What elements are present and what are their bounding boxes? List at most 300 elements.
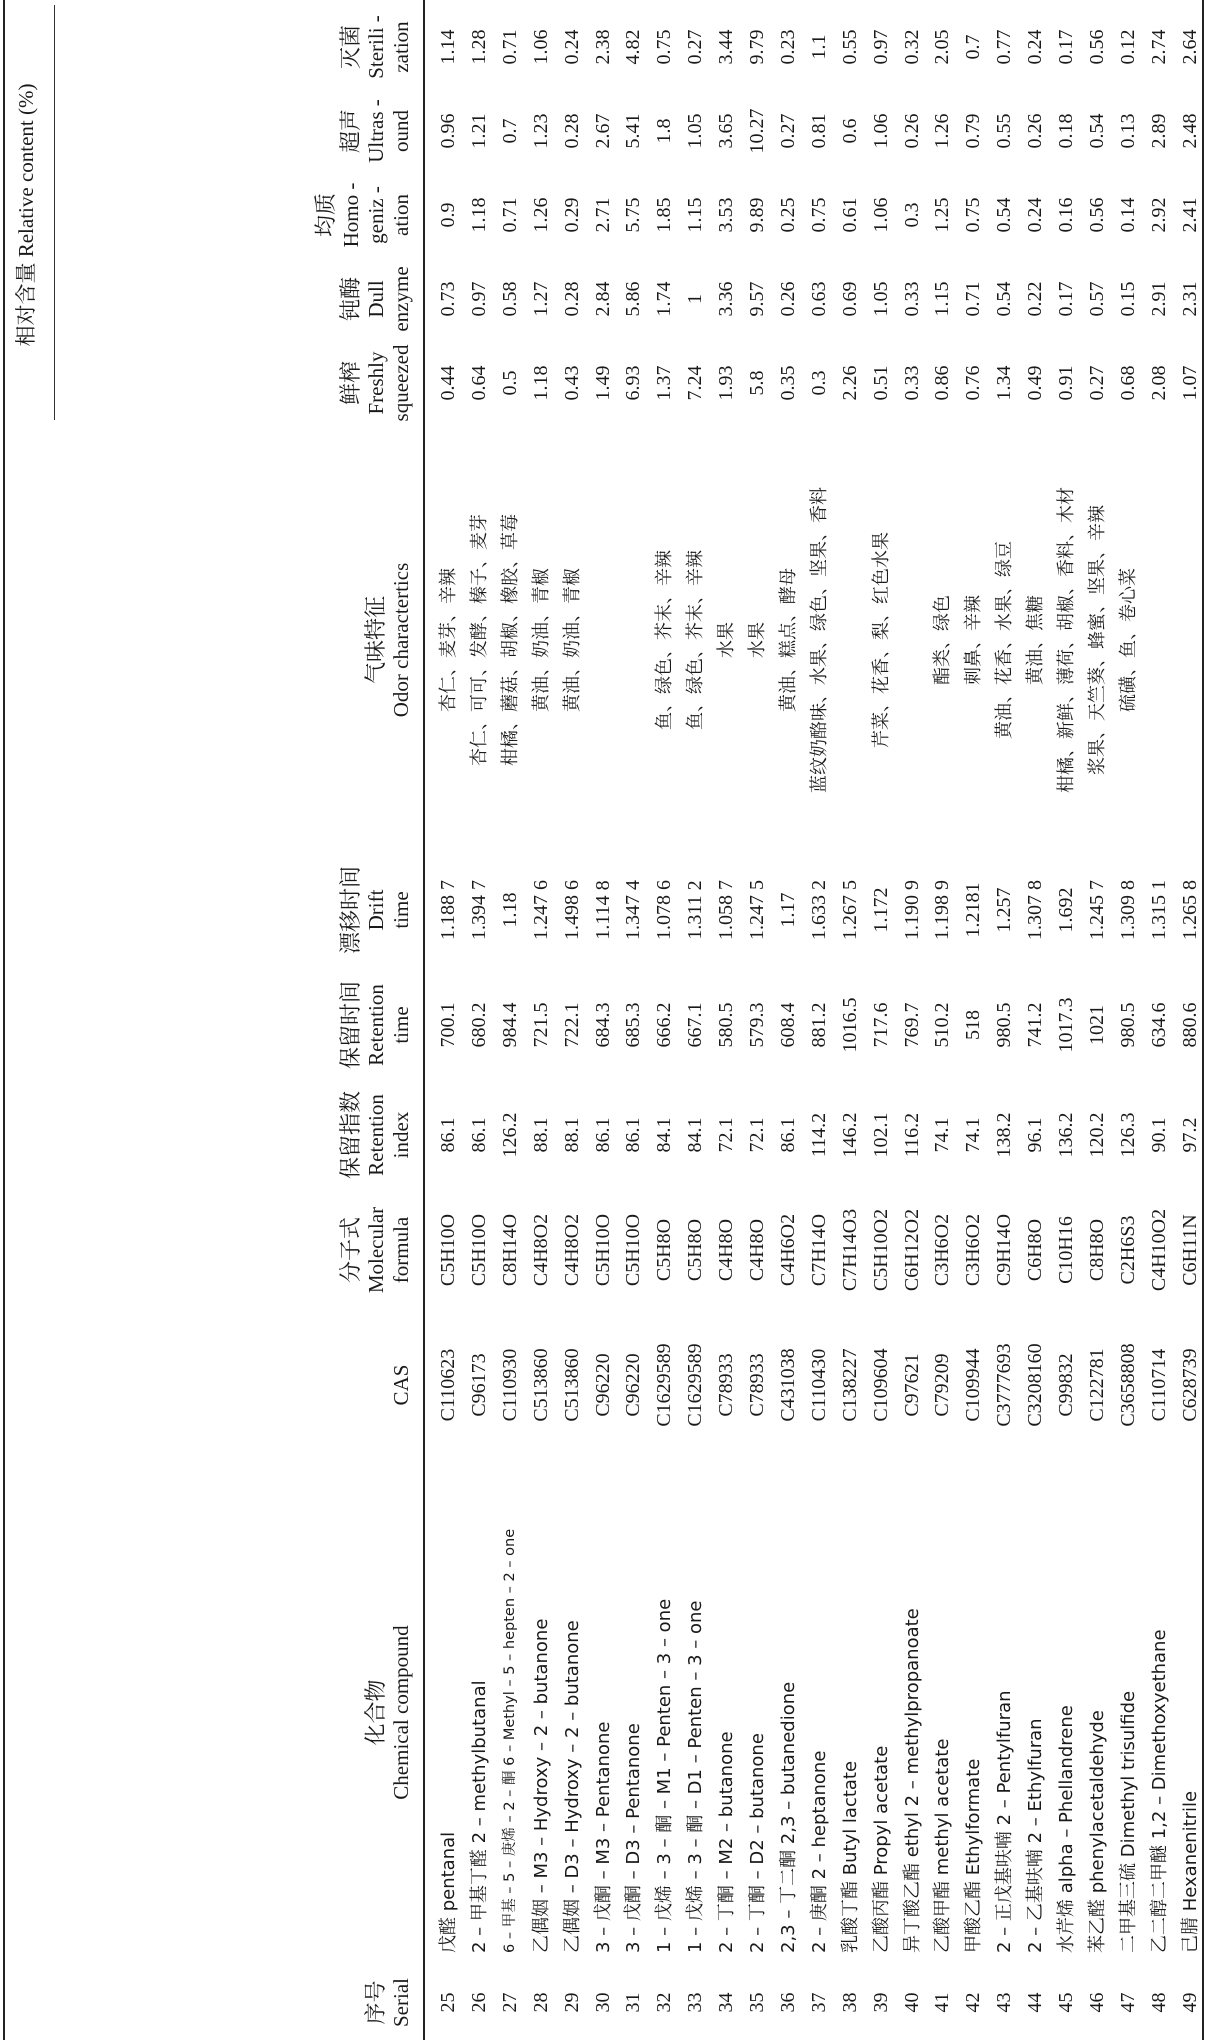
cell-cas: C96173 (467, 1353, 490, 1417)
cell-cas: C96220 (622, 1353, 645, 1417)
cell-formula: C6H11N (1178, 1214, 1201, 1286)
cell-formula: C4H6O2 (776, 1213, 799, 1287)
cell-ultra: 0.54 (1085, 113, 1108, 149)
cell-serial: 30 (591, 1992, 614, 2013)
header-rt-en1: Retention (364, 984, 388, 1066)
cell-dt: 1.692 (1055, 887, 1077, 933)
header-formula-zh: 分子式 (339, 1217, 364, 1284)
cell-rt: 769.7 (900, 1002, 923, 1048)
cell-serial: 45 (1055, 1992, 1077, 2013)
cell-odor (587, 430, 620, 850)
cell-steril: 0.56 (1085, 29, 1108, 65)
cell-rt: 700.1 (437, 1002, 459, 1048)
cell-dull: 5.86 (622, 281, 645, 317)
cell-rt: 518 (962, 1010, 985, 1040)
cell-formula: C4H8O (746, 1218, 768, 1282)
cell-odor (1143, 430, 1176, 850)
cell-compound: 乙酸甲酯 methyl acetate (932, 1738, 954, 1953)
cell-dt: 1.078 6 (653, 880, 676, 940)
cell-ultra: 0.7 (498, 118, 521, 144)
cell-ultra: 2.67 (591, 113, 614, 149)
cell-homo: 0.24 (1024, 197, 1047, 233)
header-steril-en2: zation (389, 21, 413, 73)
cell-ultra: 0.26 (1024, 113, 1047, 149)
cell-fresh: 1.18 (529, 365, 552, 401)
cell-dull: 0.63 (807, 281, 830, 317)
table-top-rule (3, 0, 5, 2040)
cell-fresh: 0.5 (498, 370, 521, 396)
cell-serial: 32 (653, 1992, 676, 2013)
cell-odor: 浆果、天竺葵、蜂蜜、坚果、辛辣 (1086, 505, 1108, 775)
cell-cas: C3658808 (1116, 1343, 1139, 1427)
cell-odor: 芹菜、花香、梨、红色水果 (870, 532, 892, 748)
cell-rt: 722.1 (560, 1002, 583, 1048)
cell-dull: 1.74 (653, 281, 676, 317)
cell-cas: C1629589 (653, 1343, 676, 1427)
cell-ri: 74.1 (962, 1117, 985, 1153)
cell-ultra: 0.79 (962, 113, 985, 149)
cell-compound: 甲酸乙酯 Ethylformate (963, 1758, 985, 1953)
header-dull-zh: 钝酶 (339, 277, 364, 322)
cell-rt: 1016.5 (838, 997, 861, 1053)
header-formula (10, 1190, 420, 1310)
cell-steril: 9.79 (746, 29, 768, 65)
cell-dull: 1.15 (931, 281, 954, 317)
cell-rt: 510.2 (931, 1002, 954, 1048)
cell-dt: 1.17 (776, 892, 799, 928)
table-row (988, 0, 1021, 2040)
cell-ri: 72.1 (746, 1117, 768, 1153)
cell-cas: C110430 (807, 1348, 830, 1422)
header-fresh-en2: squeezed (389, 344, 413, 422)
cell-compound: 戊醛 pentanal (438, 1831, 459, 1953)
cell-cas: C78933 (715, 1353, 738, 1417)
cell-steril: 0.17 (1055, 29, 1077, 65)
cell-compound: 水芹烯 alpha – Phellandrene (1056, 1705, 1077, 1953)
cell-compound: 乙二醇二甲醚 1,2 – Dimethoxyethane (1148, 1629, 1170, 1953)
header-steril-zh: 灭菌 (339, 25, 364, 70)
header-odor-en: Odor charactertics (389, 562, 413, 718)
header-dt-zh: 漂移时间 (339, 866, 364, 955)
cell-serial: 38 (838, 1992, 861, 2013)
cell-homo: 0.14 (1116, 197, 1139, 233)
cell-odor: 杏仁、可可、发酵、榛子、麦芽 (468, 514, 490, 766)
cell-cas: C110930 (498, 1348, 521, 1422)
header-dull-en2: enzyme (389, 266, 413, 332)
cell-cas: C78933 (746, 1353, 768, 1417)
table-row (926, 0, 959, 2040)
cell-steril: 1.14 (437, 29, 459, 65)
cell-dt: 1.267 5 (838, 880, 861, 940)
table-row (432, 0, 465, 2040)
cell-serial: 40 (900, 1992, 923, 2013)
cell-homo: 2.41 (1178, 197, 1201, 233)
cell-compound: 1 – 戊烯 – 3 – 酮 – M1 – Penten – 3 – one (654, 1598, 676, 1953)
cell-homo: 1.06 (869, 197, 892, 233)
cell-formula: C2H6S3 (1116, 1215, 1139, 1285)
header-formula-en1: Molecular (364, 1206, 388, 1294)
cell-ri: 84.1 (653, 1117, 676, 1153)
cell-ri: 146.2 (838, 1112, 861, 1158)
cell-serial: 31 (622, 1992, 645, 2013)
cell-dt: 1.114 8 (591, 880, 614, 940)
cell-dt: 1.188 7 (437, 880, 459, 940)
header-retention-index (10, 1080, 420, 1190)
cell-dull: 0.15 (1116, 281, 1139, 317)
cell-dull: 1 (684, 294, 707, 304)
cell-compound: 异丁酸乙酯 ethyl 2 – methylpropanoate (901, 1608, 923, 1953)
table-row (587, 0, 620, 2040)
cell-formula: C4H10O2 (1147, 1208, 1170, 1292)
header-compound-zh: 化合物 (364, 1679, 389, 1746)
cell-ri: 88.1 (560, 1117, 583, 1153)
cell-formula: C4H8O (715, 1218, 738, 1282)
cell-serial: 34 (715, 1992, 738, 2013)
cell-cas: C109604 (869, 1348, 892, 1422)
cell-fresh: 0.27 (1085, 365, 1108, 401)
table-row (679, 0, 712, 2040)
header-odor-zh: 气味特征 (364, 596, 389, 685)
cell-fresh: 0.43 (560, 365, 583, 401)
cell-cas: C431038 (776, 1348, 799, 1422)
cell-odor: 鱼、绿色、芥末、辛辣 (685, 550, 707, 730)
cell-odor: 水果 (747, 622, 768, 658)
cell-steril: 0.23 (776, 29, 799, 65)
table-row (803, 0, 836, 2040)
cell-formula: C7H14O3 (838, 1208, 861, 1292)
cell-serial: 29 (560, 1992, 583, 2013)
cell-formula: C4H8O2 (529, 1213, 552, 1287)
header-steril-en1: Sterili - (364, 15, 388, 79)
cell-formula: C7H14O (807, 1213, 830, 1287)
cell-homo: 0.61 (838, 197, 861, 233)
cell-ultra: 0.55 (993, 113, 1016, 149)
cell-dt: 1.172 (869, 887, 892, 933)
header-homo-en2: geniz - (364, 186, 388, 244)
header-group-zh: 相对含量 (14, 262, 38, 347)
cell-ri: 96.1 (1024, 1117, 1047, 1153)
cell-compound: 3 – 戊酮 – D3 – Pentanone (623, 1723, 645, 1953)
cell-cas: C110623 (437, 1348, 459, 1422)
cell-rt: 980.5 (993, 1002, 1016, 1048)
cell-ri: 84.1 (684, 1117, 707, 1153)
cell-ri: 116.2 (900, 1112, 923, 1158)
header-homo-en1: Homo - (339, 182, 363, 248)
cell-ri: 88.1 (529, 1117, 552, 1153)
cell-rt: 666.2 (653, 1002, 676, 1048)
cell-formula: C5H10O (467, 1213, 490, 1287)
cell-fresh: 0.91 (1055, 365, 1077, 401)
cell-homo: 0.56 (1085, 197, 1108, 233)
cell-steril: 0.24 (560, 29, 583, 65)
cell-steril: 1.06 (529, 29, 552, 65)
cell-steril: 0.12 (1116, 29, 1139, 65)
cell-fresh: 0.68 (1116, 365, 1139, 401)
header-cas-en: CAS (389, 1364, 413, 1406)
cell-odor: 黄油、糕点、酵母 (777, 568, 799, 712)
cell-serial: 42 (962, 1992, 985, 2013)
cell-serial: 44 (1024, 1992, 1047, 2013)
cell-rt: 1021 (1085, 1005, 1108, 1045)
cell-dt: 1.315 1 (1147, 880, 1170, 940)
cell-homo: 0.75 (807, 197, 830, 233)
cell-steril: 1.1 (807, 34, 830, 60)
cell-ultra: 2.48 (1178, 113, 1201, 149)
cell-dt: 1.265 8 (1178, 880, 1201, 940)
header-fresh (10, 341, 420, 425)
cell-steril: 0.75 (653, 29, 676, 65)
header-homo-zh: 均质 (314, 193, 339, 238)
header-compound (10, 1460, 420, 1965)
cell-cas: C3208160 (1024, 1343, 1047, 1427)
cell-compound: 2 – 丁酮 – M2 – butanone (716, 1731, 738, 1953)
table-row (463, 0, 496, 2040)
cell-serial: 47 (1116, 1992, 1139, 2013)
table-row (494, 0, 527, 2040)
cell-cas: C110714 (1147, 1348, 1170, 1422)
header-retention-time (10, 970, 420, 1080)
header-fresh-zh: 鲜榨 (339, 361, 364, 406)
header-dt-en1: Drift (364, 889, 388, 931)
cell-ri: 136.2 (1055, 1112, 1077, 1158)
cell-formula: C5H10O (622, 1213, 645, 1287)
header-ultra-en2: ound (389, 110, 413, 152)
cell-dull: 0.54 (993, 281, 1016, 317)
cell-rt: 881.2 (807, 1002, 830, 1048)
cell-fresh: 0.3 (807, 370, 830, 396)
cell-ultra: 0.18 (1055, 113, 1077, 149)
cell-dull: 1.05 (869, 281, 892, 317)
cell-ri: 126.3 (1116, 1112, 1139, 1158)
cell-fresh: 0.64 (467, 365, 490, 401)
cell-steril: 3.44 (715, 29, 738, 65)
cell-fresh: 2.08 (1147, 365, 1170, 401)
cell-cas: C109944 (962, 1348, 985, 1422)
cell-homo: 0.75 (962, 197, 985, 233)
cell-dull: 1.27 (529, 281, 552, 317)
cell-fresh: 0.44 (437, 365, 459, 401)
cell-compound: 2 – 甲基丁醛 2 – methylbutanal (468, 1680, 490, 1953)
cell-dull: 2.84 (591, 281, 614, 317)
header-drift-time (10, 850, 420, 970)
cell-dt: 1.257 (993, 887, 1016, 933)
cell-ri: 86.1 (591, 1117, 614, 1153)
table-row (1050, 0, 1083, 2040)
cell-odor: 黄油、奶油、青椒 (561, 568, 583, 712)
cell-steril: 0.97 (869, 29, 892, 65)
cell-dt: 1.498 6 (560, 880, 583, 940)
cell-homo: 2.71 (591, 197, 614, 233)
cell-dt: 1.633 2 (807, 880, 830, 940)
cell-ri: 126.2 (498, 1112, 521, 1158)
cell-ri: 114.2 (807, 1112, 830, 1158)
cell-serial: 37 (807, 1992, 830, 2013)
cell-rt: 984.4 (498, 1002, 521, 1048)
cell-dt: 1.311 2 (684, 880, 707, 940)
cell-ri: 74.1 (931, 1117, 954, 1153)
cell-odor: 刺鼻、辛辣 (963, 595, 985, 685)
cell-serial: 36 (776, 1992, 799, 2013)
cell-fresh: 1.34 (993, 365, 1016, 401)
header-ultra-zh: 超声 (339, 109, 364, 154)
cell-ultra: 3.65 (715, 113, 738, 149)
cell-odor: 酯类、绿色 (932, 595, 954, 685)
cell-dull: 0.26 (776, 281, 799, 317)
header-rt-zh: 保留时间 (339, 981, 364, 1070)
cell-odor: 黄油、焦糖 (1025, 595, 1047, 685)
cell-formula: C5H10O (591, 1213, 614, 1287)
cell-dt: 1.394 7 (467, 880, 490, 940)
header-group-en: Relative content (%) (14, 83, 38, 258)
table-row (1081, 0, 1114, 2040)
cell-odor (834, 430, 867, 850)
cell-dull: 9.57 (746, 281, 768, 317)
cell-steril: 2.05 (931, 29, 954, 65)
cell-formula: C5H8O (684, 1218, 707, 1282)
cell-compound: 3 – 戊酮 – M3 – Pentanone (592, 1721, 614, 1953)
cell-dt: 1.2181 (962, 882, 985, 938)
cell-serial: 49 (1178, 1992, 1201, 2013)
cell-dt: 1.347 4 (622, 880, 645, 940)
cell-dull: 0.58 (498, 281, 521, 317)
table-row (834, 0, 867, 2040)
cell-ultra: 5.41 (622, 113, 645, 149)
cell-ultra: 0.28 (560, 113, 583, 149)
cell-steril: 4.82 (622, 29, 645, 65)
cell-dull: 0.28 (560, 281, 583, 317)
cell-compound: 2,3 – 丁二酮 2,3 – butanedione (777, 1681, 799, 1953)
table-row (896, 0, 929, 2040)
header-dull (10, 257, 420, 341)
cell-compound: 2 – 丁酮 – D2 – butanone (747, 1733, 768, 1953)
cell-homo: 0.3 (900, 202, 923, 228)
cell-homo: 0.54 (993, 197, 1016, 233)
cell-odor: 柑橘、蘑菇、胡椒、橡胶、草莓 (499, 514, 521, 766)
header-ri-en2: index (389, 1111, 413, 1159)
cell-formula: C10H16 (1055, 1216, 1077, 1284)
cell-homo: 9.89 (746, 197, 768, 233)
cell-compound: 2 – 乙基呋喃 2 – Ethylfuran (1025, 1718, 1047, 1953)
table-row (556, 0, 589, 2040)
cell-ri: 90.1 (1147, 1117, 1170, 1153)
cell-homo: 5.75 (622, 197, 645, 233)
cell-ri: 86.1 (622, 1117, 645, 1153)
cell-homo: 1.18 (467, 197, 490, 233)
cell-rt: 680.2 (467, 1002, 490, 1048)
cell-cas: C3777693 (993, 1343, 1016, 1427)
cell-steril: 0.24 (1024, 29, 1047, 65)
cell-ri: 86.1 (776, 1117, 799, 1153)
cell-serial: 39 (869, 1992, 892, 2013)
cell-rt: 579.3 (746, 1002, 768, 1048)
cell-formula: C5H10O (437, 1213, 459, 1287)
cell-odor: 蓝纹奶酪味、水果、绿色、坚果、香料 (808, 487, 830, 793)
cell-odor: 黄油、奶油、青椒 (530, 568, 552, 712)
cell-formula: C6H12O2 (900, 1208, 923, 1292)
cell-ri: 72.1 (715, 1117, 738, 1153)
cell-homo: 0.25 (776, 197, 799, 233)
header-cas (10, 1310, 420, 1460)
cell-steril: 0.55 (838, 29, 861, 65)
cell-odor: 鱼、绿色、芥末、辛辣 (654, 550, 676, 730)
cell-compound: 2 – 庚酮 2 – heptanone (808, 1750, 830, 1953)
cell-rt: 608.4 (776, 1002, 799, 1048)
cell-compound: 6 – 甲基 – 5 – 庚烯 – 2 – 酮 6 – Methyl – 5 – hepten – 2 – one (501, 1528, 518, 1953)
header-formula-en2: formula (389, 1216, 413, 1284)
cell-steril: 0.7 (962, 34, 985, 60)
cell-steril: 2.38 (591, 29, 614, 65)
cell-compound: 己腈 Hexanenitrile (1179, 1790, 1201, 1953)
cell-rt: 667.1 (684, 1002, 707, 1048)
cell-ultra: 1.8 (653, 118, 676, 144)
cell-dt: 1.247 5 (746, 880, 768, 940)
table-header-rule (423, 0, 425, 2040)
cell-serial: 25 (437, 1992, 459, 2013)
cell-rt: 1017.3 (1055, 997, 1077, 1053)
header-serial-en: Serial (389, 1978, 413, 2027)
cell-ultra: 1.23 (529, 113, 552, 149)
cell-ri: 86.1 (437, 1117, 459, 1153)
cell-fresh: 7.24 (684, 365, 707, 401)
cell-formula: C9H14O (993, 1213, 1016, 1287)
table-row (957, 0, 990, 2040)
table-row (865, 0, 898, 2040)
cell-fresh: 1.93 (715, 365, 738, 401)
cell-odor (617, 430, 650, 850)
cell-homo: 1.15 (684, 197, 707, 233)
table-row (710, 0, 743, 2040)
cell-ultra: 1.21 (467, 113, 490, 149)
cell-rt: 685.3 (622, 1002, 645, 1048)
cell-dull: 0.22 (1024, 281, 1047, 317)
table-row (648, 0, 681, 2040)
cell-rt: 980.5 (1116, 1002, 1139, 1048)
cell-rt: 684.3 (591, 1002, 614, 1048)
cell-cas: C99832 (1055, 1353, 1077, 1417)
cell-steril: 2.74 (1147, 29, 1170, 65)
cell-ultra: 10.27 (746, 108, 768, 154)
cell-ultra: 0.13 (1116, 113, 1139, 149)
cell-fresh: 1.37 (653, 365, 676, 401)
cell-steril: 2.64 (1178, 29, 1201, 65)
cell-serial: 33 (684, 1992, 707, 2013)
cell-ri: 86.1 (467, 1117, 490, 1153)
cell-formula: C8H8O (1085, 1218, 1108, 1282)
cell-formula: C4H8O2 (560, 1213, 583, 1287)
cell-serial: 35 (746, 1992, 768, 2013)
header-rt-en2: time (389, 1006, 413, 1044)
cell-compound: 乳酸丁酯 Butyl lactate (839, 1760, 861, 1953)
cell-homo: 2.92 (1147, 197, 1170, 233)
cell-fresh: 0.35 (776, 365, 799, 401)
header-ultra-en1: Ultras - (364, 99, 388, 163)
cell-ri: 97.2 (1178, 1117, 1201, 1153)
cell-rt: 717.6 (869, 1002, 892, 1048)
header-homo (10, 173, 420, 257)
cell-fresh: 2.26 (838, 365, 861, 401)
cell-rt: 634.6 (1147, 1002, 1170, 1048)
cell-fresh: 0.76 (962, 365, 985, 401)
cell-fresh: 0.86 (931, 365, 954, 401)
cell-odor: 柑橘、新鲜、薄荷、胡椒、香料、木材 (1056, 487, 1077, 793)
cell-serial: 46 (1085, 1992, 1108, 2013)
header-ri-en1: Retention (364, 1094, 388, 1176)
cell-compound: 苯乙醛 phenylacetaldehyde (1086, 1710, 1108, 1953)
cell-serial: 48 (1147, 1992, 1170, 2013)
table-row (525, 0, 558, 2040)
cell-dt: 1.198 9 (931, 880, 954, 940)
cell-homo: 1.26 (529, 197, 552, 233)
